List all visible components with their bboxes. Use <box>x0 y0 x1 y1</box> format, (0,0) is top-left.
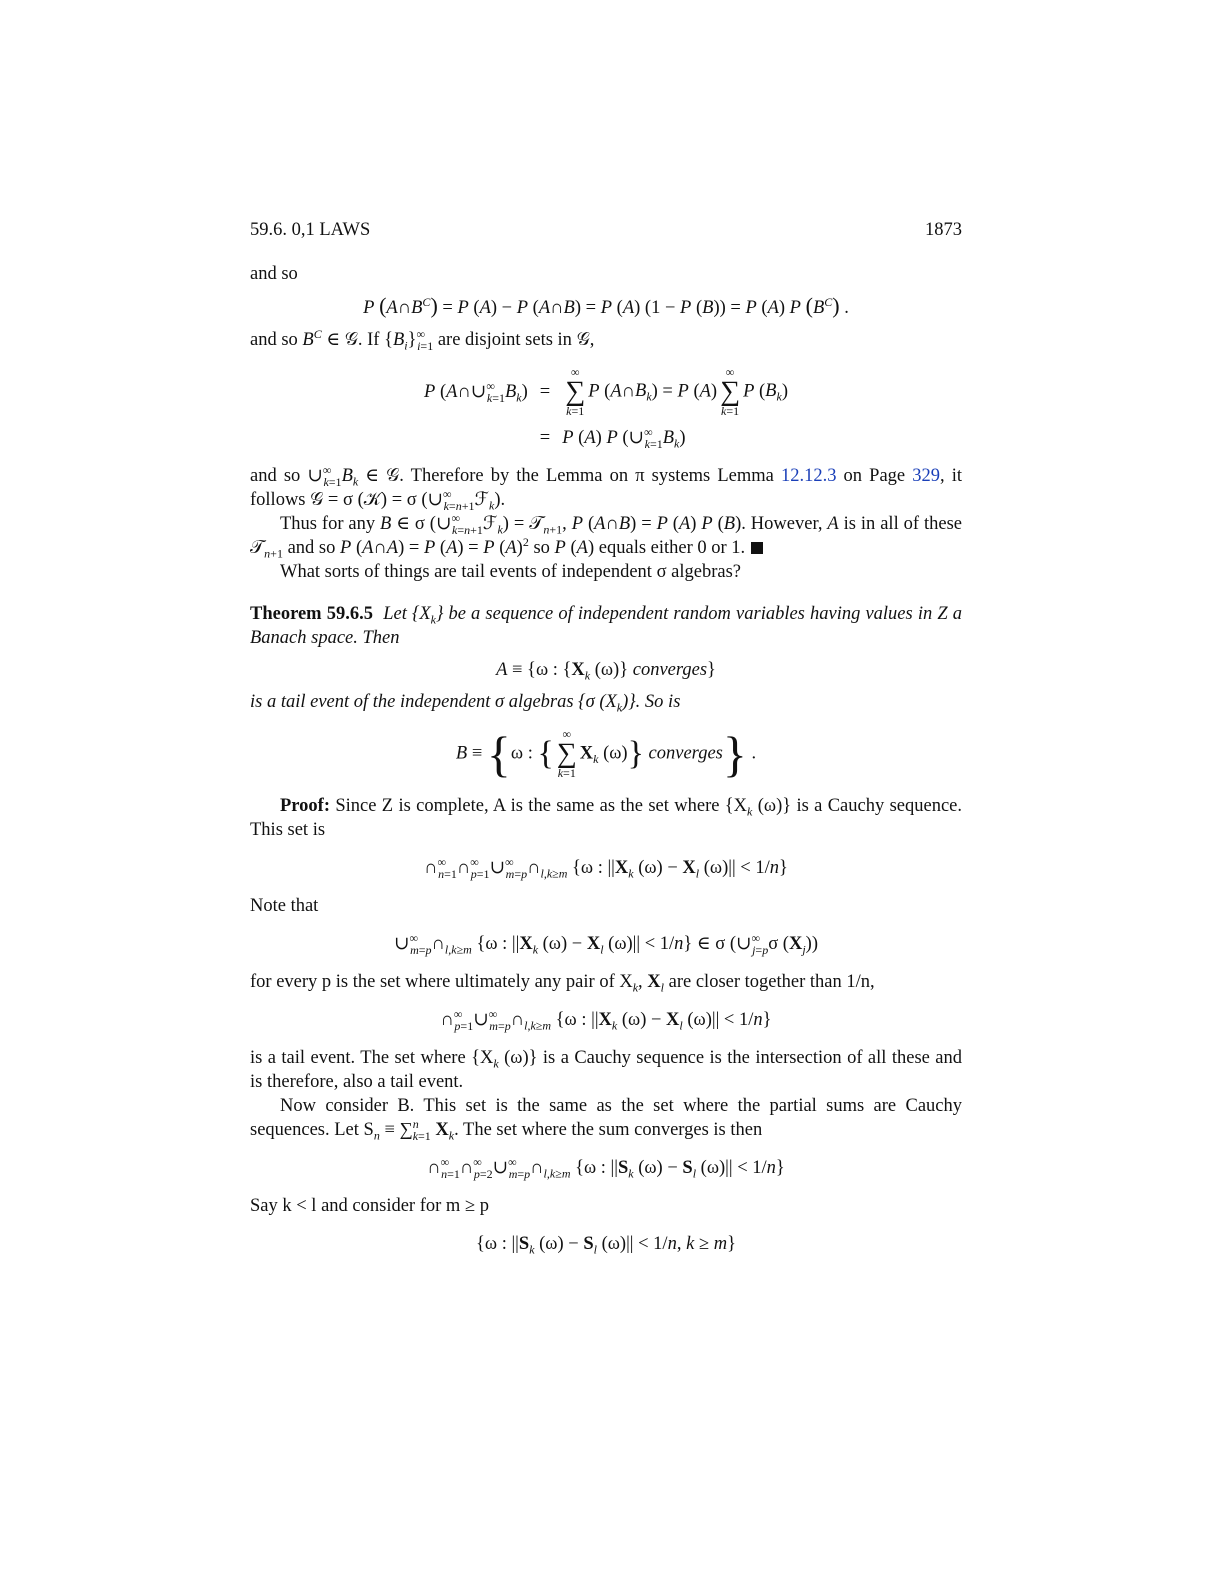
page-number: 1873 <box>925 220 962 240</box>
equation-countable-additivity: P $(A\cap\cup^\infty_{k=1}B_k)$ = ∞ ∑ k=1 P $(A\cap B_k) = P$ (A) ∞ ∑ k=1 P $(B_k)$ = P (A) P $(\cup^\infty_{k=1}B_k)$ <box>424 365 788 451</box>
section-title: 59.6. 0,1 LAWS <box>250 220 371 240</box>
proof: Proof: Since Z is complete, A is the same as the set where {$X_k$ (ω)} is a Cauchy sequence. This set is <box>250 796 963 840</box>
paragraph: for every p is the set where ultimately any pair of $X_k$, $X_l$ are closer together than 1/n, <box>250 972 875 995</box>
paragraph: Now consider B. This set is the same as the set where the partial sums are Cauchy sequences. Let $S_n \equiv \sum^n_{k=1}$ $X_k$. The set where the sum converges is then <box>250 1096 962 1143</box>
page-content <box>250 218 962 1270</box>
equation-complement: P $(A\cap B^C) = P$ (A) − P (A∩B) = P (A) (1 − P (B)) = P (A) P $(B^C)$ . <box>363 293 849 318</box>
running-header <box>250 218 962 242</box>
equation-set-b: B ≡ {ω : { ∞ ∑ k=1 $X_k$ (ω)} converges} . <box>455 726 757 782</box>
equation-final-set: {ω : $||S_k$ $(\omega) - S_l$ (ω)|| < 1/n, k ≥ m} <box>476 1234 736 1257</box>
paragraph: Thus for any B ∈ σ $(\cup^\infty_{k=n+1}ℱ_k)$ = 𝒯$_{n+1}$, P (A∩B) = P (A) P (B). However, A is in all of these 𝒯$_{n+1}$ and so P (A∩A) = P (A) = P $(A)^2$ so P (A) equals either 0 or 1. <box>250 510 962 561</box>
equation-set-a: A ≡ {ω : {$X_k$ (ω)} converges} <box>496 660 716 683</box>
paragraph: Note that <box>250 896 319 916</box>
theorem: Theorem 59.6.5 Let $\{X_k\}$ be a sequence of independent random variables having values in Z a Banach space. Then <box>250 604 962 648</box>
paragraph: and so $\cup^\infty_{k=1}B_k$ ∈ 𝒢. Therefore by the Lemma on π systems Lemma 12.12.3 on Page 329, it follows 𝒢 = σ (𝒦) = σ $(\cup^\infty_{k=n+1}ℱ_k)$. <box>250 462 962 513</box>
page-link[interactable]: 329 <box>912 466 940 486</box>
paragraph: and so $B^C$ ∈ 𝒢. If $\{B_i\}^\infty_{i=1}$ are disjoint sets in 𝒢, <box>250 326 595 353</box>
equation-partial-sums-set: $\cap^\infty_{n=1}\cap^\infty_{p=2}\cup^\infty_{m=p}\cap_{l,k\ge m}$ {ω : $||S_k$ $(\omega) - S_l$ (ω)|| < 1/n} <box>427 1154 785 1181</box>
qed-symbol <box>751 542 763 554</box>
paragraph: What sorts of things are tail events of independent σ algebras? <box>280 562 742 582</box>
paragraph: is a tail event of the independent σ algebras {σ $(X_k)$}. So is <box>250 692 681 715</box>
equation-cauchy-set: $\cap^\infty_{n=1}\cap^\infty_{p=1}\cup^\infty_{m=p}\cap_{l,k\ge m}$ {ω : $||X_k$ $(\omega) - X_l$ (ω)|| < 1/n} <box>424 854 788 881</box>
equation-tail-set: $\cap^\infty_{p=1}\cup^\infty_{m=p}\cap_{l,k\ge m}$ {ω : $||X_k$ $(\omega) - X_l$ (ω)|| < 1/n} <box>440 1006 772 1033</box>
lemma-link[interactable]: 12.12.3 <box>780 466 837 486</box>
paragraph: Say k < l and consider for m ≥ p <box>250 1196 489 1216</box>
equation-union-in-sigma: $\cup^\infty_{m=p}\cap_{l,k\ge m}$ {ω : $||X_k$ $(\omega) - X_l$ (ω)|| < 1/n} ∈ σ ($\cup^\infty_{j=p}\sigma$ $(X_j)$) <box>393 930 818 957</box>
paragraph: is a tail event. The set where {$X_k$ (ω)} is a Cauchy sequence is the intersection of all these and is therefore, also a tail event. <box>250 1048 963 1092</box>
paragraph: and so <box>250 264 298 284</box>
